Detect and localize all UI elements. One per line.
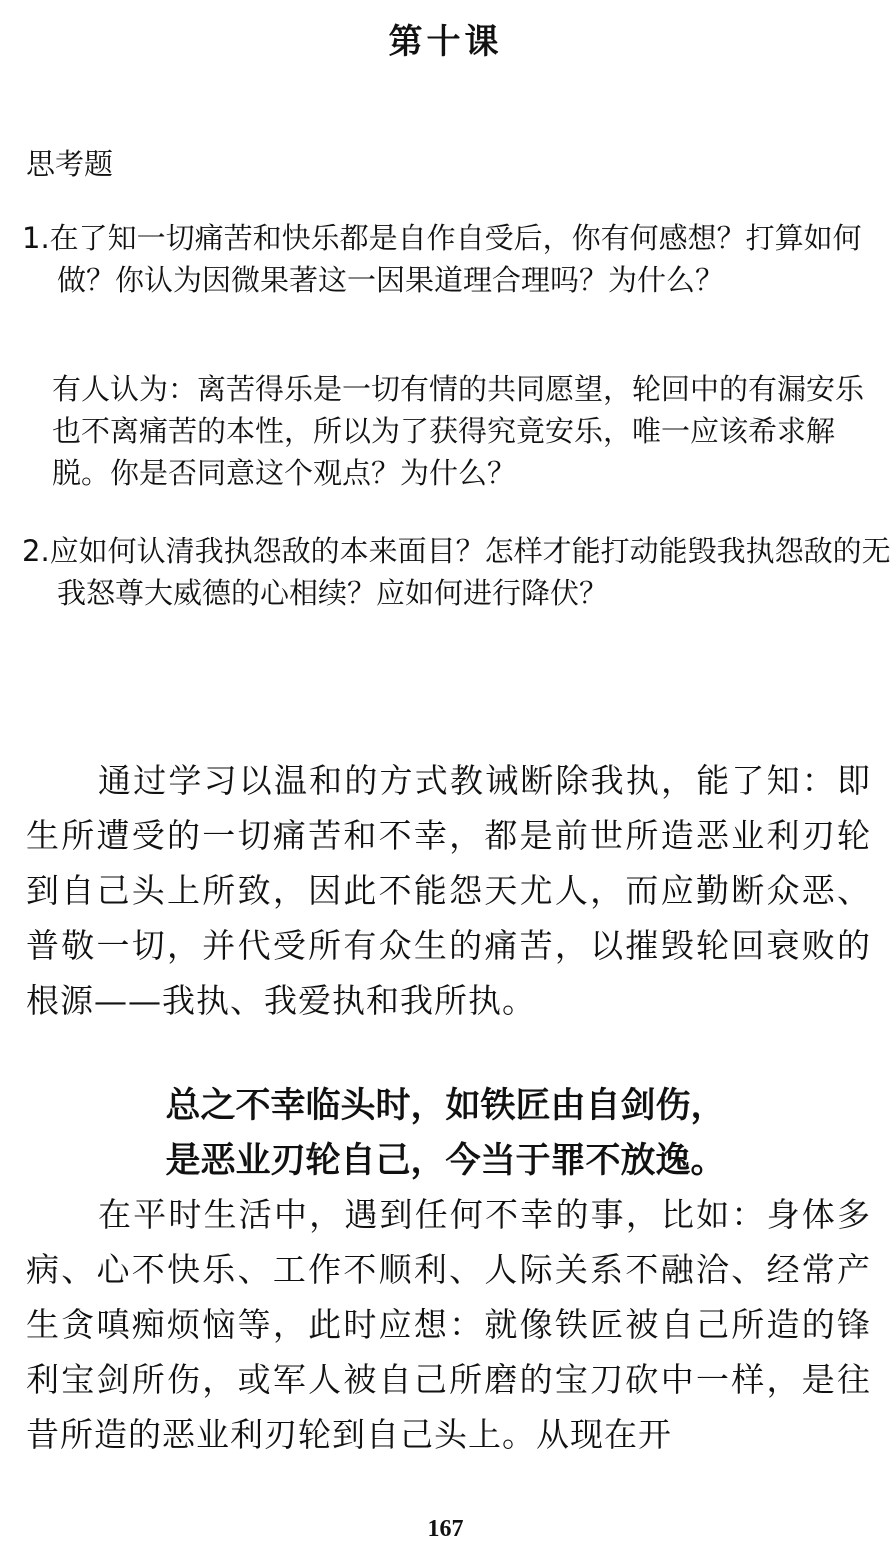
question-1-text: 在了知一切痛苦和快乐都是自作自受后，你有何感想？打算如何做？你认为因微果著这一因果道理合理吗？为什么？ (49, 221, 862, 297)
verse-line-2: 是恶业刃轮自己，今当于罪不放逸。 (165, 1140, 726, 1181)
question-2 (22, 530, 891, 614)
question-1-number: 1. (22, 221, 50, 255)
question-1-sub: 有人认为：离苦得乐是一切有情的共同愿望，轮回中的有漏安乐也不离痛苦的本性，所以为了获得究竟安乐，唯一应该希求解脱。你是否同意这个观点？为什么？ (52, 372, 865, 490)
body-paragraph-2: 在平时生活中，遇到任何不幸的事，比如：身体多病、心不快乐、工作不顺利、人际关系不融洽、经常产生贪嗔痴烦恼等，此时应想：就像铁匠被自己所造的锋利宝剑所伤，或军人被自己所磨的宝刀砍中一样，是往昔所造的恶业利刃轮到自己头上。从现在开 (26, 1195, 871, 1454)
verse-line-1: 总之不幸临头时，如铁匠由自剑伤， (165, 1085, 726, 1126)
body-paragraph-1: 通过学习以温和的方式教诫断除我执，能了知：即生所遭受的一切痛苦和不幸，都是前世所造恶业利刃轮到自己头上所致，因此不能怨天尤人，而应勤断众恶、普敬一切，并代受所有众生的痛苦，以摧毁轮回衰败的根源——我执、我爱执和我所执。 (26, 761, 871, 1020)
verse (0, 1078, 891, 1188)
questions-heading: 思考题 (26, 147, 114, 181)
question-2-number: 2. (22, 534, 50, 568)
page-number: 167 (427, 1516, 464, 1542)
question-2-text: 应如何认清我执怨敌的本来面目？怎样才能打动能毁我执怨敌的无我怒尊大威德的心相续？应如何进行降伏？ (49, 534, 891, 610)
question-1 (22, 217, 891, 301)
page-title: 第十课 (388, 22, 503, 62)
